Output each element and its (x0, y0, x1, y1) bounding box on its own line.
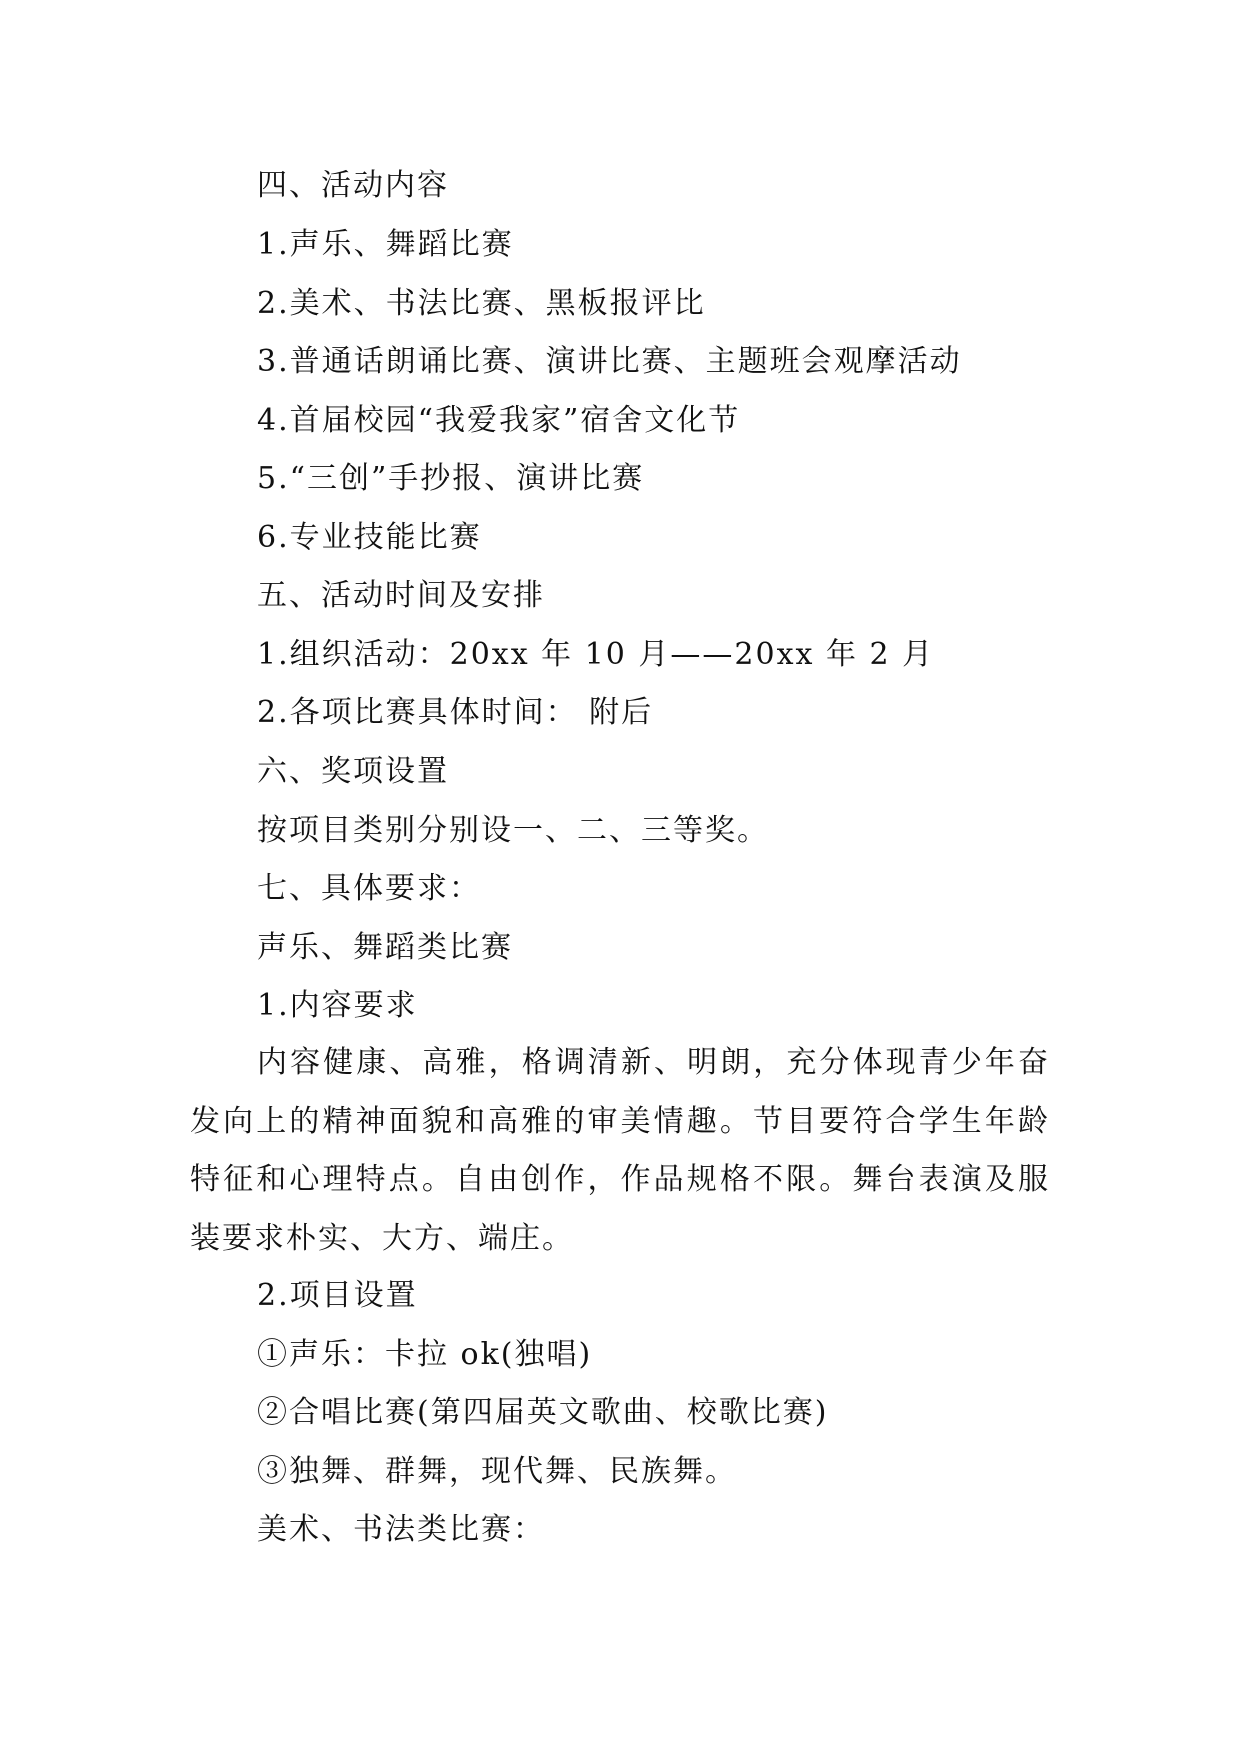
list-item: 4.首届校园“我爱我家”宿舍文化节 (257, 403, 741, 438)
list-item: 2.美术、书法比赛、黑板报评比 (257, 286, 706, 321)
list-item: ②合唱比赛(第四届英文歌曲、校歌比赛) (257, 1395, 829, 1430)
heading-requirements: 七、具体要求： (257, 871, 481, 906)
heading-awards: 六、奖项设置 (257, 754, 449, 789)
subheading-content-requirements: 1.内容要求 (257, 988, 418, 1023)
list-item: 3.普通话朗诵比赛、演讲比赛、主题班会观摩活动 (257, 344, 962, 379)
list-item: 1.声乐、舞蹈比赛 (257, 227, 514, 262)
list-item: 1.组织活动：20xx 年 10 月——20xx 年 2 月 (257, 637, 935, 672)
subheading-vocal-dance: 声乐、舞蹈类比赛 (257, 930, 513, 965)
list-item: ①声乐：卡拉 ok(独唱) (257, 1337, 593, 1372)
list-item: 6.专业技能比赛 (257, 520, 482, 555)
list-item: 5.“三创”手抄报、演讲比赛 (257, 461, 645, 496)
list-item: 2.各项比赛具体时间： 附后 (257, 695, 654, 730)
subheading-art-calligraphy: 美术、书法类比赛： (257, 1512, 545, 1547)
heading-activity-content: 四、活动内容 (257, 168, 449, 203)
heading-schedule: 五、活动时间及安排 (257, 578, 545, 613)
subheading-project-settings: 2.项目设置 (257, 1278, 418, 1313)
awards-text: 按项目类别分别设一、二、三等奖。 (257, 813, 769, 848)
content-requirements-paragraph: 内容健康、高雅，格调清新、明朗，充分体现青少年奋发向上的精神面貌和高雅的审美情趣。节目要符合学生年龄特征和心理特点。自由创作，作品规格不限。舞台表演及服装要求朴实、大方、端庄。 (190, 1045, 1050, 1256)
list-item: ③独舞、群舞，现代舞、民族舞。 (257, 1454, 737, 1489)
